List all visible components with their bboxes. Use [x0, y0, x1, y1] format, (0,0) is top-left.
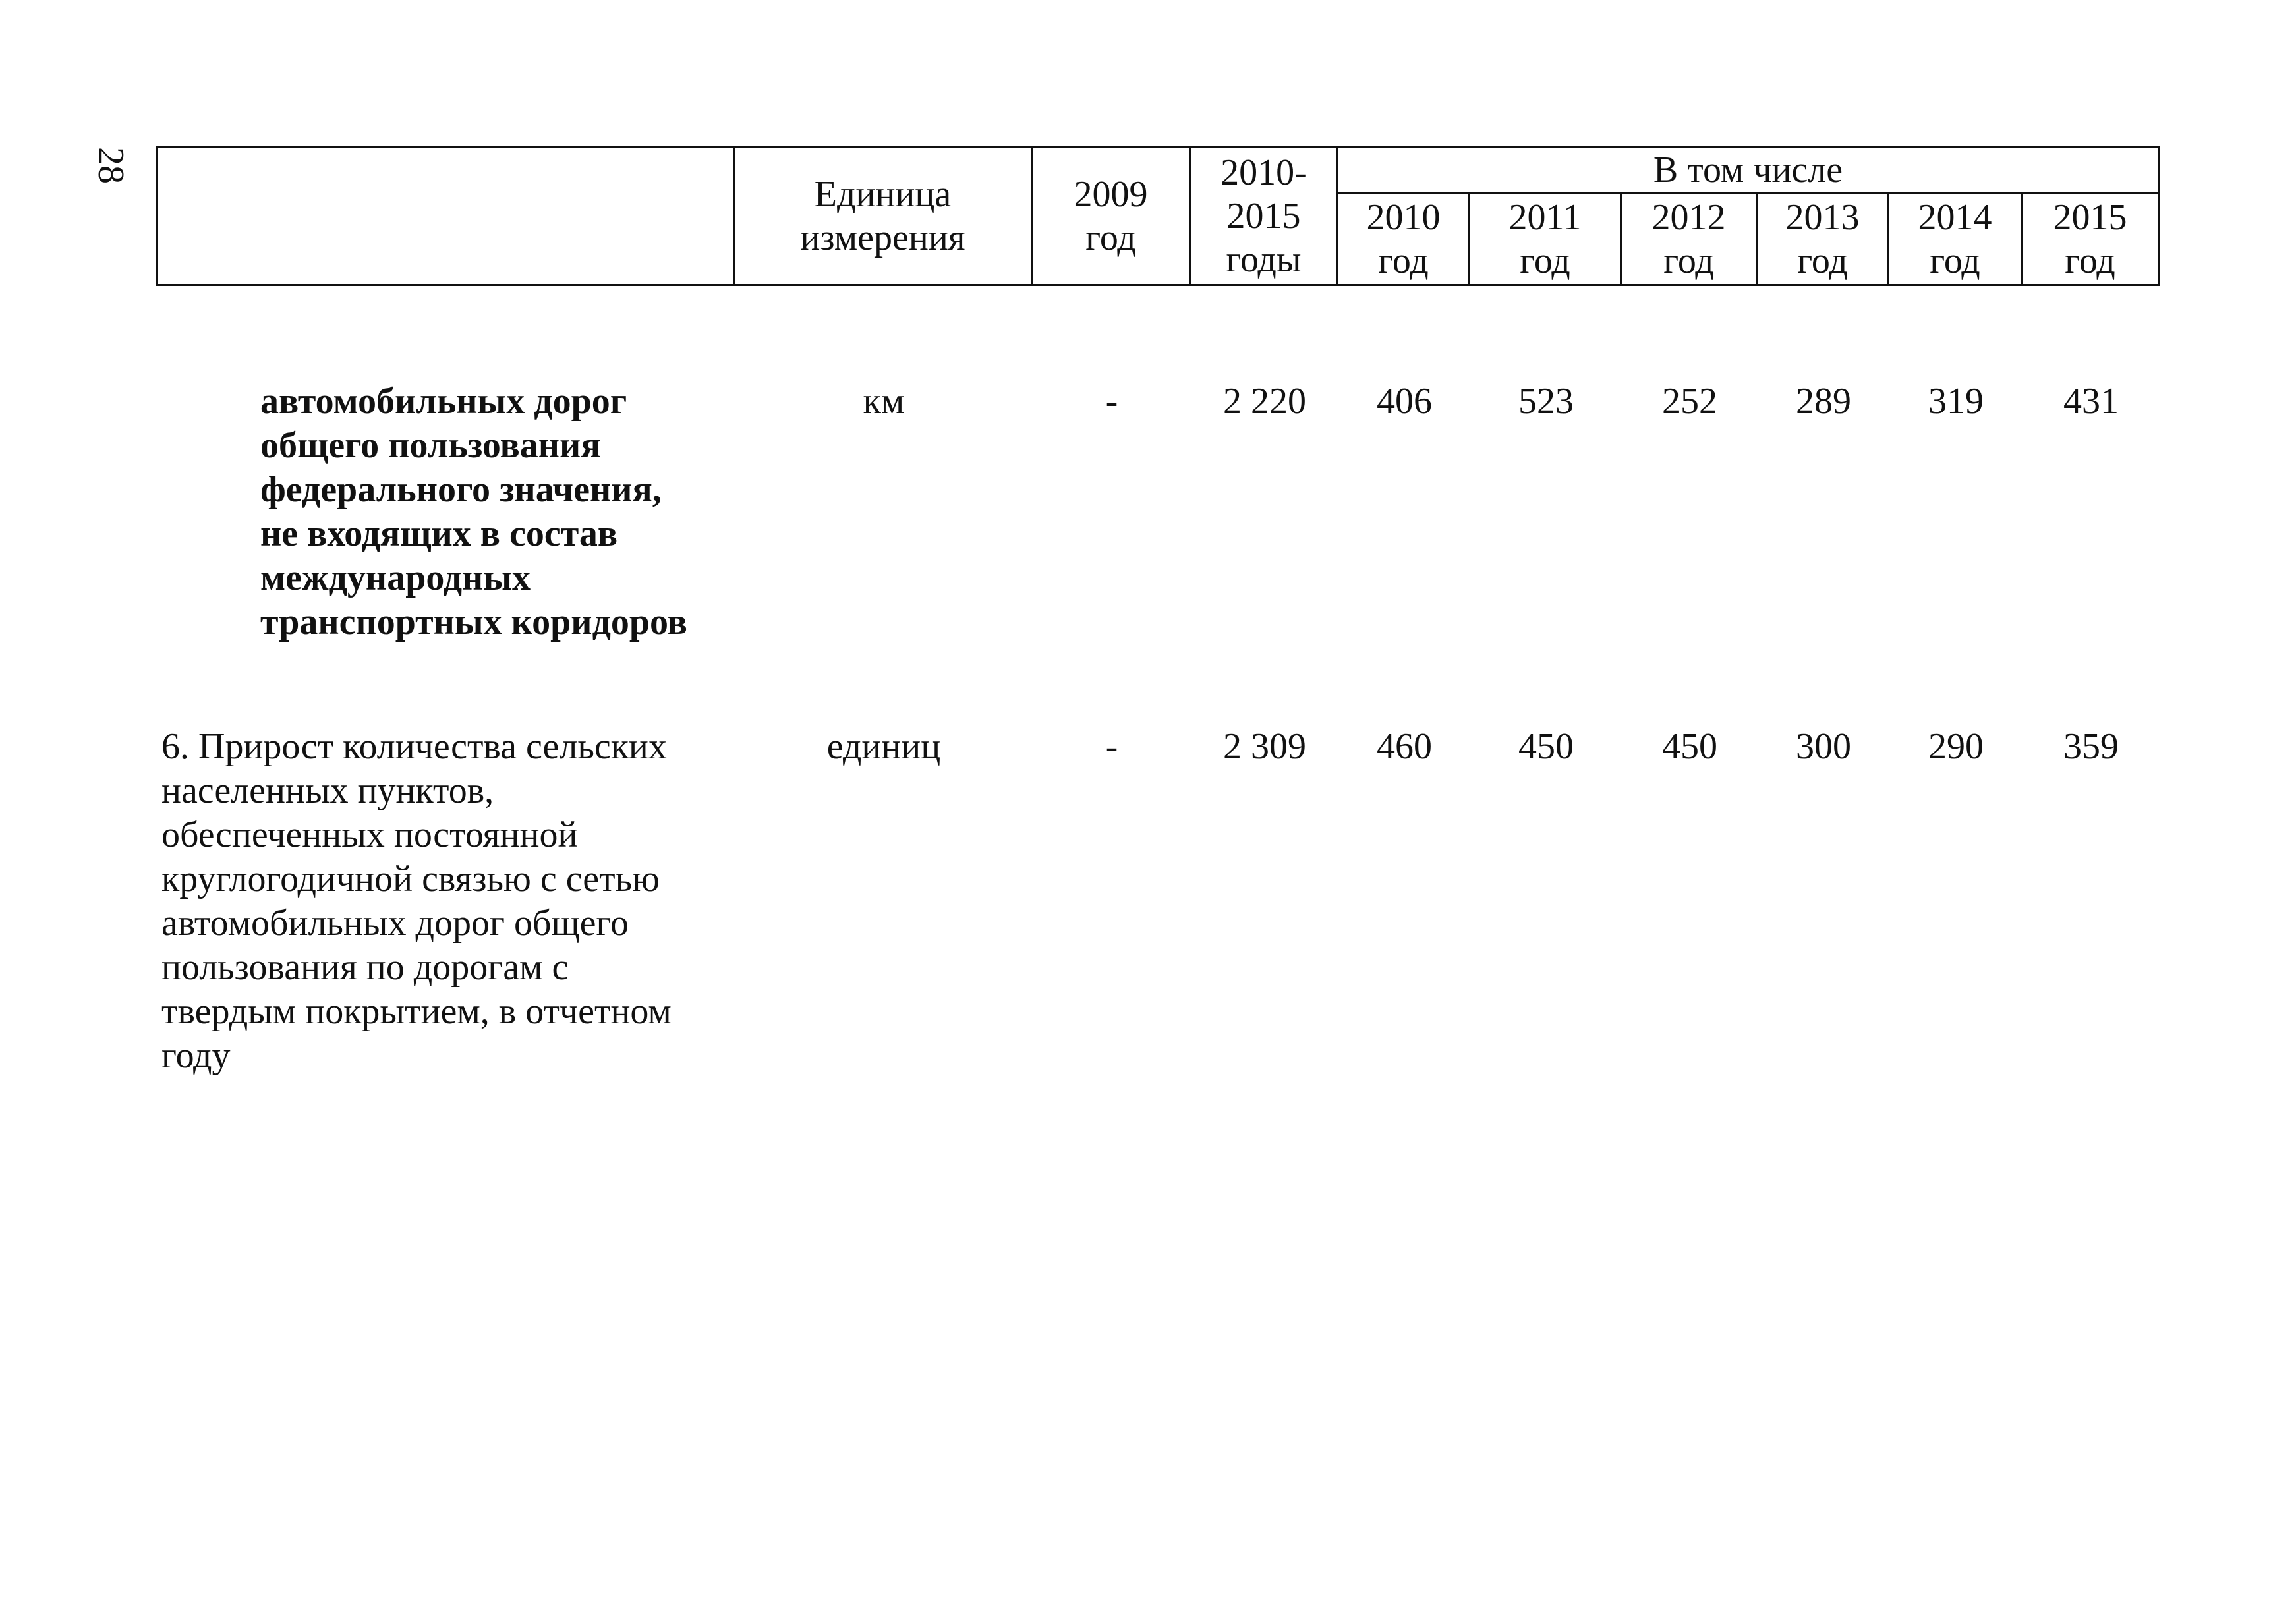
row-1-2009: -: [1105, 381, 1118, 422]
description-line: автомобильных дорог: [260, 381, 627, 422]
header-unit-line1: Единица: [814, 174, 952, 215]
row-2-unit: единиц: [826, 726, 941, 767]
header-unit-cell: [734, 148, 1032, 285]
header-year-number: 2015: [2053, 196, 2127, 238]
header-2009-cell: [1032, 148, 1190, 285]
description-line: международных: [260, 557, 531, 598]
header-unit-line2: измерения: [800, 217, 965, 258]
header-year-suffix: год: [1930, 240, 1980, 281]
header-year-2014: [1889, 193, 2022, 285]
page-number: 28: [90, 147, 131, 184]
row-2-2009: -: [1105, 726, 1118, 767]
header-year-number: 2014: [1918, 196, 1992, 238]
row-1-2011: 523: [1518, 381, 1574, 422]
header-year-2011: [1470, 193, 1621, 285]
header-year-number: 2012: [1651, 196, 1726, 238]
row-2-2013: 300: [1796, 726, 1851, 767]
header-period-line3: годы: [1226, 239, 1302, 280]
header-year-2012: [1621, 193, 1757, 285]
table-header: [156, 146, 2160, 286]
header-year-suffix: год: [1663, 240, 1714, 281]
header-indicator-cell: [157, 148, 734, 285]
row-1-total: 2 220: [1223, 381, 1306, 422]
header-year-suffix: год: [1797, 240, 1848, 281]
header-period-cell: [1190, 148, 1338, 285]
description-line: обеспеченных постоянной: [161, 814, 578, 855]
header-year-suffix: год: [1378, 240, 1429, 281]
header-year-number: 2013: [1785, 196, 1860, 238]
row-2-2015: 359: [2063, 726, 2119, 767]
description-line: году: [161, 1035, 231, 1076]
row-2-2010: 460: [1377, 726, 1432, 767]
header-period-line1: 2010-: [1220, 152, 1307, 193]
header-year-number: 2010: [1366, 196, 1441, 238]
header-2009-year: 2009: [1074, 174, 1148, 215]
header-year-2013: [1757, 193, 1889, 285]
description-line: транспортных коридоров: [260, 602, 687, 642]
row-2-total: 2 309: [1223, 726, 1306, 767]
row-2-description: [161, 725, 728, 1078]
row-1-2013: 289: [1796, 381, 1851, 422]
header-year-number: 2011: [1508, 196, 1582, 238]
description-line: твердым покрытием, в отчетном: [161, 991, 672, 1032]
description-line: населенных пунктов,: [161, 770, 494, 811]
description-line: 6. Прирост количества сельских: [161, 726, 667, 767]
description-line: общего пользования: [260, 425, 601, 466]
row-1-unit: км: [863, 381, 905, 422]
header-period-line2: 2015: [1226, 196, 1301, 237]
header-year-suffix: год: [2065, 240, 2115, 281]
header-year-2015: [2022, 193, 2159, 285]
row-1-2014: 319: [1928, 381, 1984, 422]
row-1-description: [260, 380, 735, 644]
header-2009-label: год: [1085, 217, 1136, 258]
row-1-2012: 252: [1662, 381, 1717, 422]
description-line: круглогодичной связью с сетью: [161, 859, 660, 899]
row-2-2012: 450: [1662, 726, 1717, 767]
header-year-2010: [1338, 193, 1470, 285]
row-1-2015: 431: [2063, 381, 2119, 422]
row-1-2010: 406: [1377, 381, 1432, 422]
header-year-suffix: год: [1520, 240, 1570, 281]
row-2-2011: 450: [1518, 726, 1574, 767]
description-line: федерального значения,: [260, 469, 662, 510]
description-line: автомобильных дорог общего: [161, 903, 629, 944]
header-including: В том числе: [1338, 148, 2159, 193]
description-line: не входящих в состав: [260, 513, 618, 554]
description-line: пользования по дорогам с: [161, 947, 569, 988]
row-2-2014: 290: [1928, 726, 1984, 767]
